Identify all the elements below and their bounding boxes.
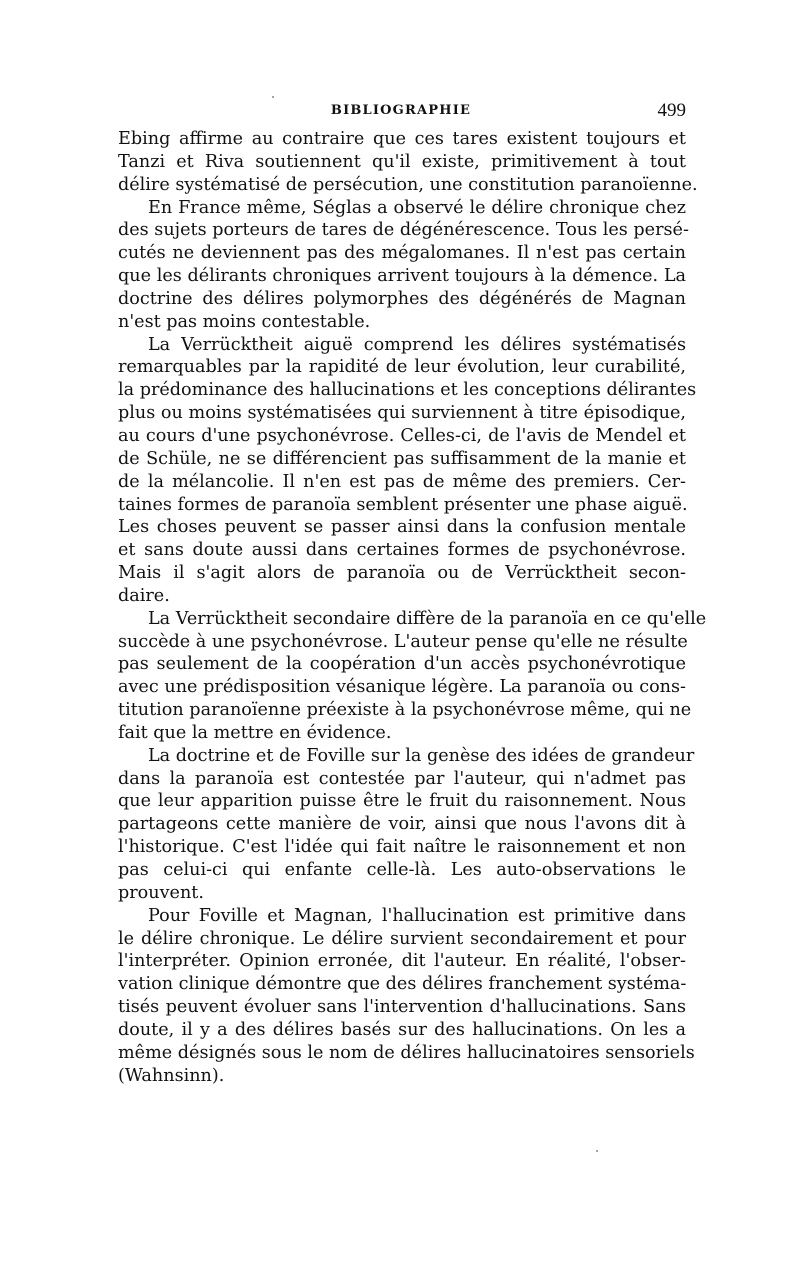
text-line: dans la paranoïa est contestée par l'auteur, qui n'admet pas xyxy=(118,768,686,789)
text-line: la prédominance des hallucinations et les conceptions délirantes xyxy=(118,380,697,401)
page-number: 499 xyxy=(657,100,686,121)
paragraph-last-line: daire. xyxy=(118,585,170,606)
text-line: même désignés sous le nom de délires hallucinatoires sensoriels xyxy=(118,1042,695,1063)
text-line: vation clinique démontre que des délires franchement systéma- xyxy=(118,974,687,995)
text-line: l'interpréter. Opinion erronée, dit l'auteur. En réalité, l'obser- xyxy=(118,951,686,972)
text-line: partageons cette manière de voir, ainsi que nous l'avons dit à xyxy=(118,814,686,835)
text-line: taines formes de paranoïa semblent présenter une phase aiguë. xyxy=(118,494,688,515)
print-speck xyxy=(596,1150,598,1152)
paragraph-last-line: prouvent. xyxy=(118,882,204,903)
text-line: de la mélancolie. Il n'en est pas de même des premiers. Cer- xyxy=(118,471,686,492)
text-line: que les délirants chroniques arrivent toujours à la démence. La xyxy=(118,266,686,287)
text-line: au cours d'une psychonévrose. Celles-ci, de l'avis de Mendel et xyxy=(118,425,686,446)
print-speck xyxy=(272,96,274,98)
text-line: succède à une psychonévrose. L'auteur pense qu'elle ne résulte xyxy=(118,631,688,652)
text-line: l'historique. C'est l'idée qui fait naître le raisonnement et non xyxy=(118,837,686,858)
running-title: BIBLIOGRAPHIE xyxy=(330,103,472,118)
paragraph-first-line: La doctrine et de Foville sur la genèse des idées de grandeur xyxy=(148,745,695,766)
paragraph-last-line: fait que la mettre en évidence. xyxy=(118,722,392,743)
text-line: tisés peuvent évoluer sans l'intervention d'hallucinations. Sans xyxy=(118,997,686,1018)
text-line: plus ou moins systématisées qui surviennent à titre épisodique, xyxy=(118,403,686,424)
text-line: le délire chronique. Le délire survient secondairement et pour xyxy=(118,928,686,949)
text-line: pas celui-ci qui enfante celle-là. Les auto-observations le xyxy=(118,860,686,880)
paragraph-last-line: (Wahnsinn). xyxy=(118,1065,225,1086)
text-line: Tanzi et Riva soutiennent qu'il existe, primitivement à tout xyxy=(118,151,686,172)
text-line: avec une prédisposition vésanique légère. La paranoïa ou cons- xyxy=(118,677,686,698)
text-line: Les choses peuvent se passer ainsi dans la confusion mentale xyxy=(118,517,686,538)
running-head xyxy=(116,100,686,130)
paragraph-first-line: La Verrücktheit aiguë comprend les délires systématisés xyxy=(148,334,686,355)
text-line: délire systématisé de persécution, une constitution paranoïenne. xyxy=(118,174,698,195)
text-line: titution paranoïenne préexiste à la psychonévrose même, qui ne xyxy=(118,700,692,721)
paragraph-first-line: En France même, Séglas a observé le délire chronique chez xyxy=(148,197,686,218)
text-line: Ebing affirme au contraire que ces tares existent toujours et xyxy=(118,129,686,149)
text-line: doute, il y a des délires basés sur des hallucinations. On les a xyxy=(118,1019,686,1040)
text-line: que leur apparition puisse être le fruit du raisonnement. Nous xyxy=(118,791,686,812)
text-line: cutés ne deviennent pas des mégalomanes. Il n'est pas certain xyxy=(118,243,686,264)
text-line: remarquables par la rapidité de leur évolution, leur curabilité, xyxy=(118,357,686,378)
paragraph-last-line: n'est pas moins contestable. xyxy=(118,311,371,332)
text-line: pas seulement de la coopération d'un accès psychonévrotique xyxy=(118,654,686,675)
body-text xyxy=(118,128,707,1087)
text-line: doctrine des délires polymorphes des dégénérés de Magnan xyxy=(118,288,686,309)
paragraph-first-line: La Verrücktheit secondaire diffère de la paranoïa en ce qu'elle xyxy=(148,608,707,629)
text-line: Mais il s'agit alors de paranoïa ou de Verrücktheit secon- xyxy=(118,563,686,584)
paragraph-first-line: Pour Foville et Magnan, l'hallucination est primitive dans xyxy=(148,905,686,926)
text-line: et sans doute aussi dans certaines formes de psychonévrose. xyxy=(118,540,686,561)
text-line: des sujets porteurs de tares de dégénérescence. Tous les persé- xyxy=(118,220,689,241)
text-line: de Schüle, ne se différencient pas suffisamment de la manie et xyxy=(118,448,686,469)
